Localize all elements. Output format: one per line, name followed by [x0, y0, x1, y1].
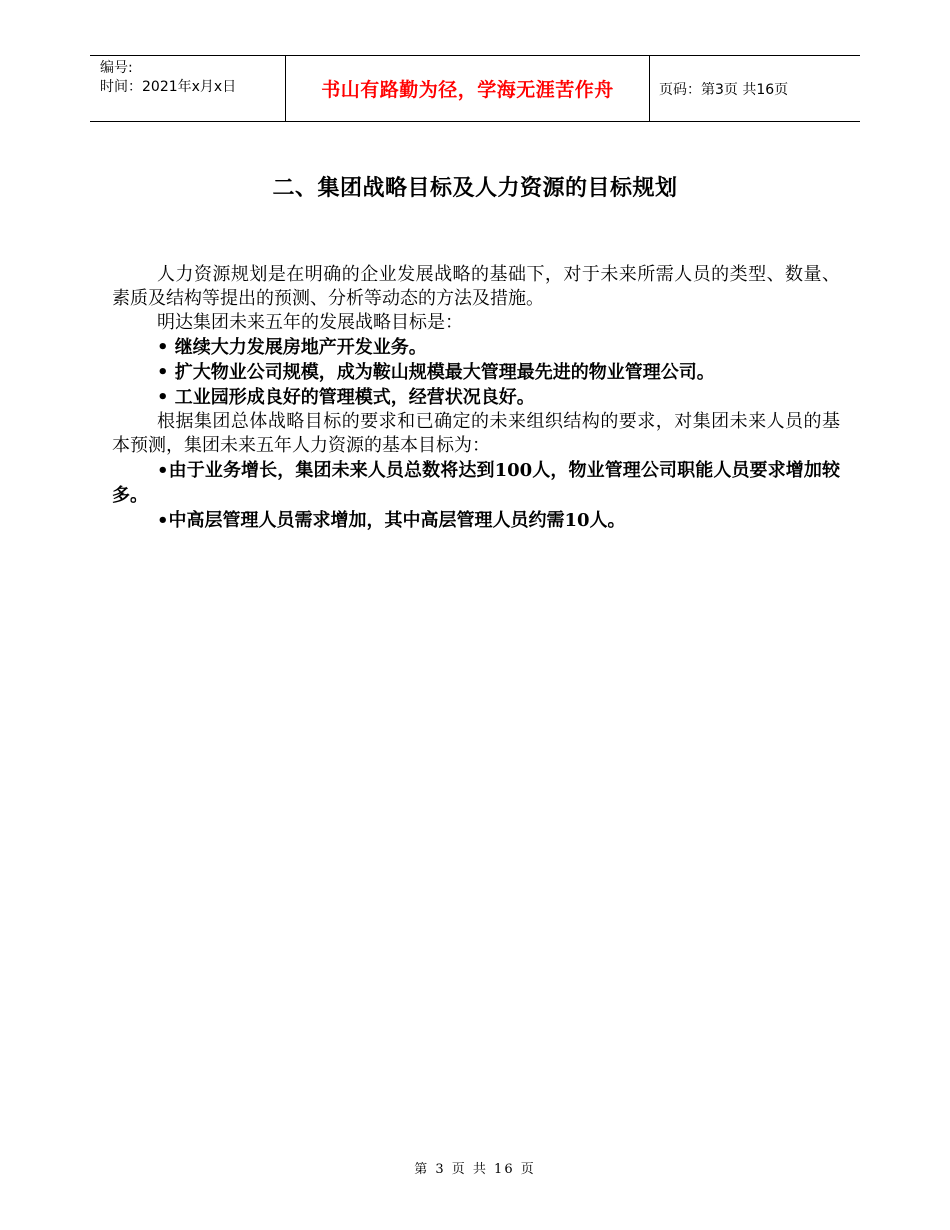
bullet-item: • 扩大物业公司规模，成为鞍山规模最大管理最先进的物业管理公司。	[157, 362, 715, 383]
header-meta-cell	[90, 56, 286, 121]
document-body	[112, 263, 840, 533]
bullet-item: • 继续大力发展房地产开发业务。	[157, 337, 427, 358]
document-number-label: 编号:	[100, 60, 133, 76]
document-header	[90, 55, 860, 122]
paragraph-goals-lead: 明达集团未来五年的发展战略目标是：	[157, 312, 463, 333]
paragraph-hr-goals-lead: 根据集团总体战略目标的要求和已确定的未来组织结构的要求，对集团未来人员的基本预测，集团未来五年人力资源的基本目标为：	[112, 411, 840, 456]
paragraph-intro: 人力资源规划是在明确的企业发展战略的基础下，对于未来所需人员的类型、数量、素质及结构等提出的预测、分析等动态的方法及措施。	[112, 264, 840, 309]
bullet-item: • 工业园形成良好的管理模式，经营状况良好。	[157, 387, 535, 408]
bullet-item: •由于业务增长，集团未来人员总数将达到100人，物业管理公司职能人员要求增加较多。	[112, 460, 840, 506]
bullet-item: •中高层管理人员需求增加，其中高层管理人员约需10人。	[157, 510, 626, 531]
section-title: 二、集团战略目标及人力资源的目标规划	[272, 176, 678, 201]
header-page-info: 页码：第3页 共16页	[659, 81, 789, 98]
document-time-label: 时间：2021年x月x日	[100, 79, 237, 95]
header-motto: 书山有路勤为径，学海无涯苦作舟	[286, 56, 650, 121]
page-footer: 第 3 页 共 16 页	[414, 1162, 536, 1177]
